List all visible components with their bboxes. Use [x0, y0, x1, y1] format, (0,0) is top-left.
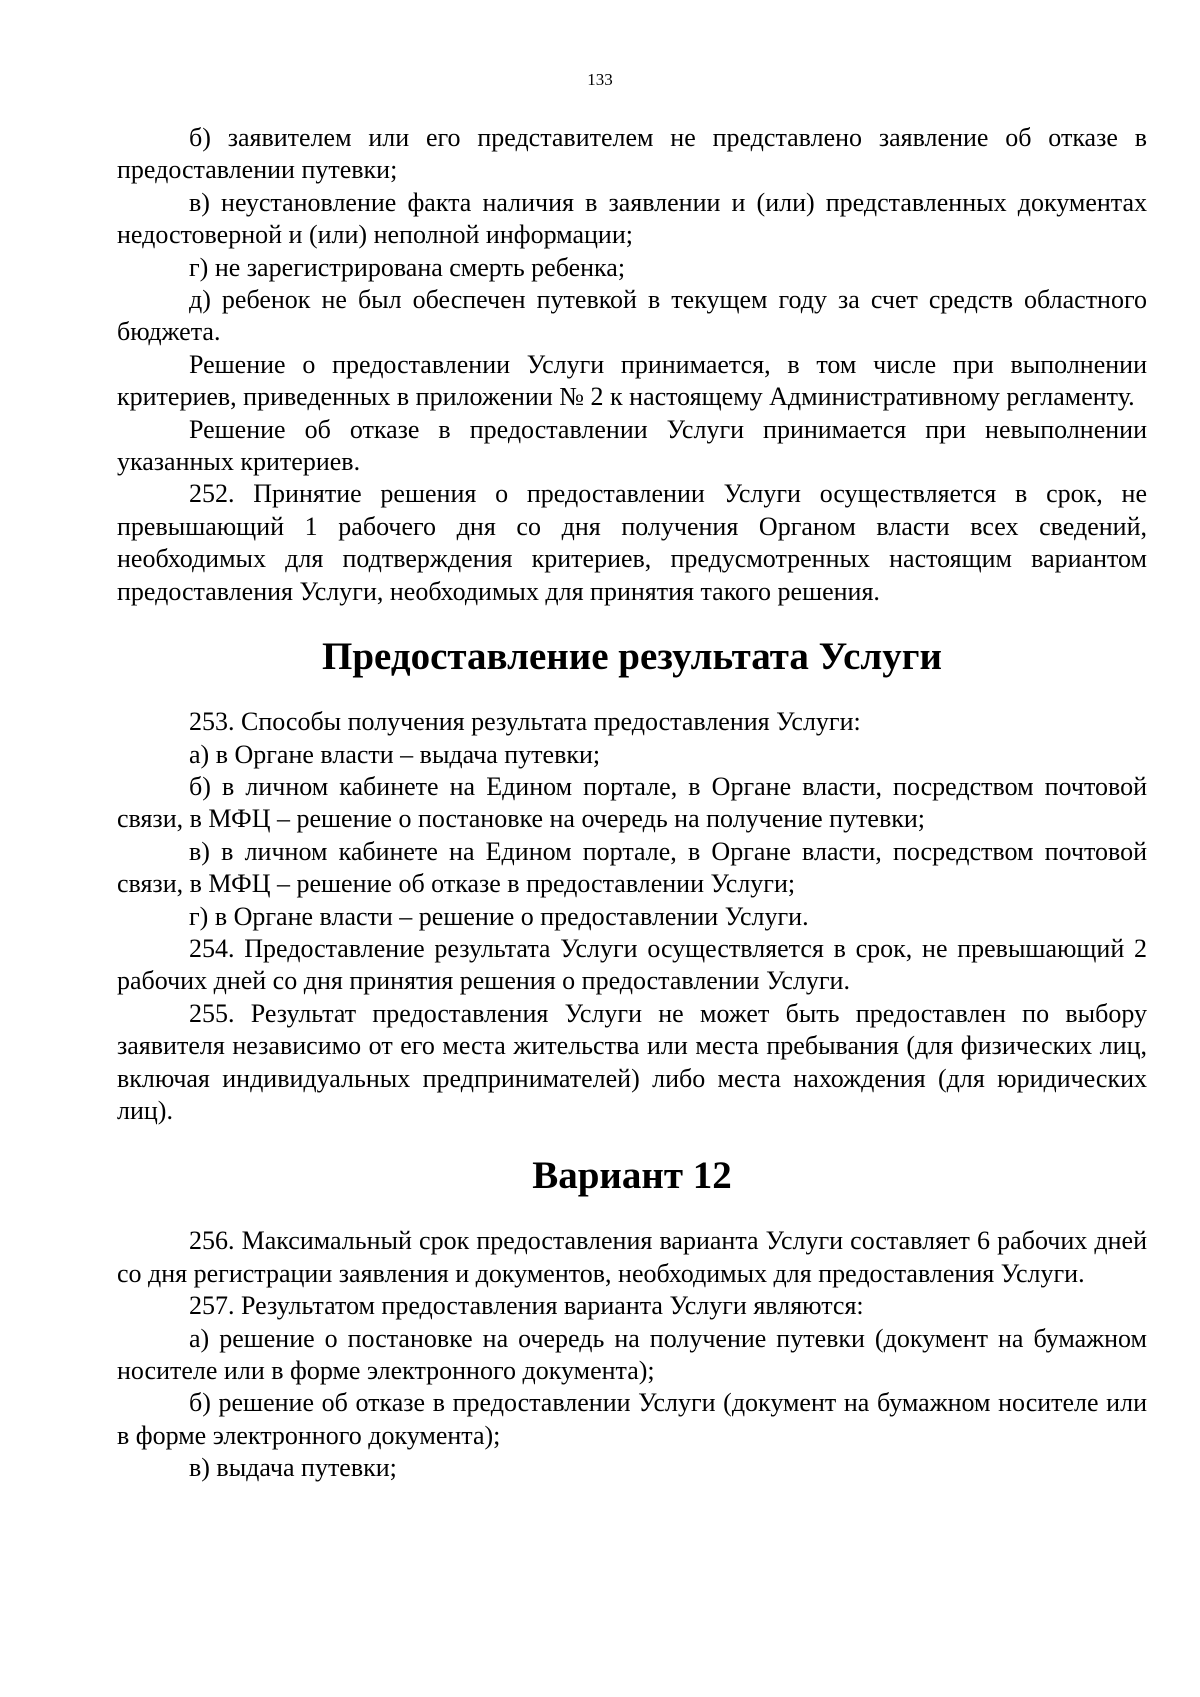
paragraph-decision-grant: Решение о предоставлении Услуги принимается, в том числе при выполнении критериев, приведенных в приложении № 2 к настоящему Административному регламенту.: [117, 349, 1147, 412]
paragraph-257-b: б) решение об отказе в предоставлении Услуги (документ на бумажном носителе или в форме электронного документа);: [117, 1388, 1147, 1450]
paragraph-253-v: в) в личном кабинете на Едином портале, в Органе власти, посредством почтовой связи, в МФЦ – решение об отказе в предоставлении Услуги;: [117, 836, 1147, 899]
paragraph-254: 254. Предоставление результата Услуги осуществляется в срок, не превышающий 2 рабочих дней со дня принятия решения о предоставлении Услуги.: [117, 933, 1147, 996]
paragraph-253-a: а) в Органе власти – выдача путевки;: [189, 739, 601, 769]
paragraph-257-v: в) выдача путевки;: [189, 1453, 397, 1483]
page-number: 133: [587, 70, 613, 89]
document-body: [117, 122, 1147, 1485]
section-heading-variant-12: Вариант 12: [532, 1154, 732, 1198]
paragraph-item-g-death-not-registered: г) не зарегистрирована смерть ребенка;: [189, 252, 626, 282]
paragraph-item-v-not-established: в) неустановление факта наличия в заявлении и (или) представленных документах недостоверной и (или) неполной информации;: [117, 187, 1147, 250]
paragraph-decision-refuse: Решение об отказе в предоставлении Услуги принимается при невыполнении указанных критериев.: [117, 414, 1147, 477]
paragraph-257: 257. Результатом предоставления варианта Услуги являются:: [189, 1291, 864, 1321]
paragraph-item-d-not-provided: д) ребенок не был обеспечен путевкой в текущем году за счет средств областного бюджета.: [117, 285, 1147, 347]
paragraph-256: 256. Максимальный срок предоставления варианта Услуги составляет 6 рабочих дней со дня регистрации заявления и документов, необходимых для предоставления Услуги.: [117, 1226, 1147, 1288]
paragraph-item-b-not-submitted: б) заявителем или его представителем не представлено заявление об отказе в предоставлении путевки;: [117, 123, 1147, 185]
paragraph-252: 252. Принятие решения о предоставлении Услуги осуществляется в срок, не превышающий 1 рабочего дня со дня получения Органом власти всех сведений, необходимых для подтверждения критериев, предусмотренных настоящим вариантом предоставления Услуги, необходимых для принятия такого решения.: [117, 479, 1147, 606]
section-heading-result: Предоставление результата Услуги: [322, 635, 942, 679]
paragraph-257-a: а) решение о постановке на очередь на получение путевки (документ на бумажном носителе или в форме электронного документа);: [117, 1323, 1147, 1385]
paragraph-253-g: г) в Органе власти – решение о предоставлении Услуги.: [189, 901, 809, 931]
paragraph-255: 255. Результат предоставления Услуги не может быть предоставлен по выбору заявителя независимо от его места жительства или места пребывания (для физических лиц, включая индивидуальных предпринимателей) либо места нахождения (для юридических лиц).: [117, 998, 1147, 1125]
paragraph-253-b: б) в личном кабинете на Едином портале, в Органе власти, посредством почтовой связи, в МФЦ – решение о постановке на очередь на получение путевки;: [117, 771, 1147, 834]
paragraph-253: 253. Способы получения результата предоставления Услуги:: [189, 707, 861, 737]
